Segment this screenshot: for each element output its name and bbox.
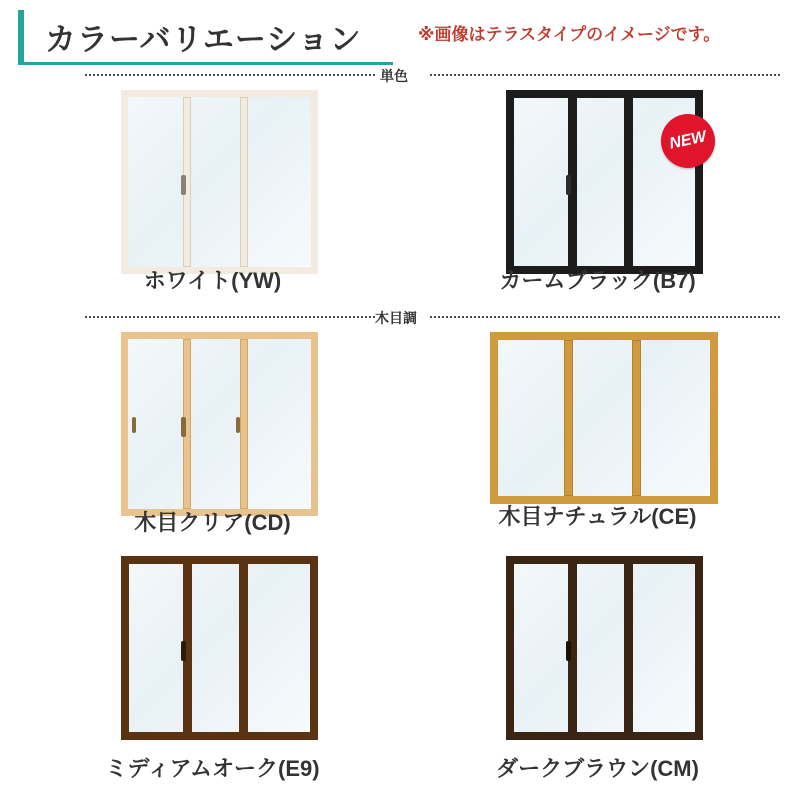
variation-card-medium-oak[interactable]	[25, 552, 400, 792]
window-preview	[490, 332, 718, 504]
window-frame	[121, 556, 318, 740]
window-handle-left	[132, 417, 136, 433]
window-preview	[506, 90, 708, 274]
group-label-wood: 木目調	[375, 310, 417, 326]
window-glass	[128, 339, 311, 509]
divider-dotted	[430, 316, 780, 318]
group-label-solid: 単色	[380, 68, 408, 84]
window-handle	[566, 641, 571, 661]
variation-grid	[5, 68, 800, 805]
window-mullion-right	[239, 564, 248, 732]
header-note: ※画像はテラスタイプのイメージです。	[418, 25, 721, 44]
variation-card-dark-brown[interactable]	[410, 552, 785, 792]
divider-dotted	[85, 74, 375, 76]
window-mullion-right	[632, 340, 641, 496]
divider-dotted	[85, 316, 375, 318]
header-accent-bar	[18, 10, 24, 64]
window-handle	[181, 417, 186, 437]
variation-card-calm-black[interactable]	[410, 68, 785, 308]
variation-caption: ホワイト(YW)	[143, 268, 282, 293]
window-frame	[121, 332, 318, 516]
variation-caption: 木目ナチュラル(CE)	[498, 504, 697, 529]
window-mullion-left	[564, 340, 573, 496]
divider-dotted	[430, 74, 780, 76]
window-glass	[514, 564, 695, 732]
variation-caption: ミディアムオーク(E9)	[105, 756, 320, 781]
window-preview	[121, 90, 318, 274]
window-mullion-right	[240, 97, 248, 267]
window-preview	[121, 332, 318, 516]
page-title: カラーバリエーション	[45, 22, 362, 57]
window-mullion-right	[624, 98, 633, 266]
variation-card-white[interactable]	[25, 68, 408, 308]
page-header	[10, 10, 800, 68]
window-frame	[121, 90, 318, 274]
window-mullion-right	[240, 339, 248, 509]
variation-caption: 木目クリア(CD)	[134, 510, 291, 535]
variation-caption: ダークブラウン(CM)	[496, 756, 699, 781]
window-handle	[181, 641, 186, 661]
window-glass	[128, 97, 311, 267]
window-mullion-right	[624, 564, 633, 732]
window-glass	[498, 340, 710, 496]
window-handle	[566, 175, 571, 195]
window-glass	[129, 564, 310, 732]
header-underline	[18, 62, 393, 65]
window-frame	[490, 332, 718, 504]
window-handle-right	[236, 417, 240, 433]
window-preview	[121, 556, 318, 740]
window-handle	[181, 175, 186, 195]
window-frame	[506, 556, 703, 740]
variation-card-wood-clear[interactable]	[25, 310, 417, 550]
new-badge: NEW	[656, 109, 720, 173]
variation-card-wood-natural[interactable]	[410, 310, 785, 550]
variation-caption: カームブラック(B7)	[499, 268, 696, 293]
window-preview	[506, 556, 703, 740]
